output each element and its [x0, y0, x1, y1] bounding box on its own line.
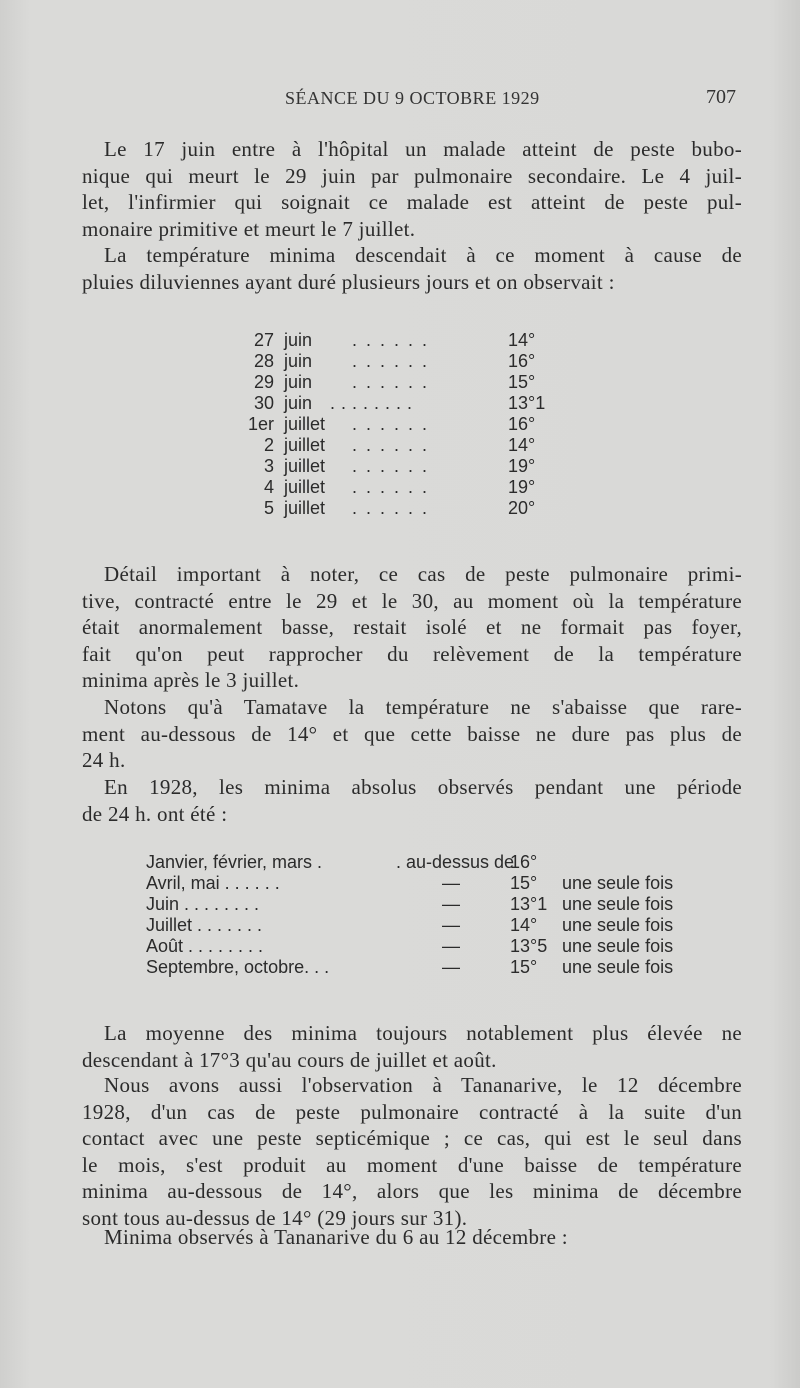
- paragraph-important-detail: [82, 561, 742, 694]
- temperature-cell: 13°1: [510, 894, 548, 914]
- month-cell: juillet: [284, 456, 326, 476]
- text-line: monaire primitive et meurt le 7 juillet.: [82, 216, 416, 241]
- month-cell: juin: [284, 330, 313, 350]
- page-number: 707: [706, 86, 736, 108]
- text-line: minima après le 3 juillet.: [82, 668, 300, 693]
- text-line: Détail important à noter, ce cas de peste pulmonaire primi-: [104, 562, 742, 586]
- leader-dots: ......: [352, 477, 437, 497]
- period-cell: Août . . . . . . . .: [146, 936, 264, 956]
- leader-dots: ......: [352, 498, 437, 518]
- month-cell: juillet: [284, 414, 326, 434]
- leader-dots: ......: [352, 456, 437, 476]
- temperature-cell: 14°: [508, 330, 536, 350]
- temperature-cell: 20°: [508, 498, 536, 518]
- note-cell: une seule fois: [562, 915, 674, 935]
- temperature-cell: 19°: [508, 477, 536, 497]
- page-header: [0, 86, 800, 114]
- text-line: le mois, s'est produit au moment d'une baisse de température: [82, 1152, 742, 1177]
- table-row: [244, 477, 604, 498]
- table-row: [146, 936, 706, 957]
- table-row: [244, 372, 604, 393]
- period-cell: Avril, mai . . . . . .: [146, 873, 280, 893]
- text-line: pluies diluviennes ayant duré plusieurs jours et on observait :: [82, 269, 615, 294]
- table-row: [244, 351, 604, 372]
- text-line: descendant à 17°3 qu'au cours de juillet et août.: [82, 1047, 497, 1072]
- qualifier-cell: —: [442, 894, 460, 914]
- temperature-cell: 14°: [510, 915, 538, 935]
- note-cell: une seule fois: [562, 873, 674, 893]
- month-cell: juillet: [284, 498, 326, 518]
- qualifier-cell: —: [442, 936, 460, 956]
- day-cell: 2: [263, 435, 274, 455]
- day-cell: 27: [253, 330, 274, 350]
- period-cell: Janvier, février, mars .: [146, 852, 323, 872]
- text-line: Notons qu'à Tamatave la température ne s'abaisse que rare-: [104, 695, 742, 719]
- text-line: de 24 h. ont été :: [82, 801, 228, 826]
- table-row: [244, 435, 604, 456]
- text-line: let, l'infirmier qui soignait ce malade est atteint de peste pul-: [82, 190, 742, 215]
- text-line: minima au-dessous de 14°, alors que les minima de décembre: [82, 1179, 742, 1204]
- qualifier-cell: . au-dessus de: [396, 852, 515, 872]
- text-line: nique qui meurt le 29 juin par pulmonaire secondaire. Le 4 juil-: [82, 163, 742, 188]
- day-cell: 4: [263, 477, 274, 497]
- leader-dots: ......: [352, 351, 437, 371]
- temperature-cell: 16°: [510, 852, 538, 872]
- note-cell: une seule fois: [562, 894, 674, 914]
- month-cell: juin: [284, 372, 313, 392]
- qualifier-cell: —: [442, 957, 460, 977]
- text-line: contact avec une peste septicémique ; ce cas, qui est le seul dans: [82, 1126, 742, 1151]
- temperature-table-june-july: [244, 330, 604, 519]
- table-row: [146, 894, 706, 915]
- text-line: ment au-dessous de 14° et que cette baisse ne dure pas plus de: [82, 721, 742, 746]
- day-cell: 1er: [247, 414, 274, 434]
- paragraph-average-minima: [82, 1020, 742, 1073]
- table-row: [244, 498, 604, 519]
- table-row: [244, 330, 604, 351]
- month-cell: juin: [284, 393, 313, 413]
- table-row: [244, 393, 604, 414]
- period-cell: Septembre, octobre. . .: [146, 957, 330, 977]
- text-line: La température minima descendait à ce moment à cause de: [104, 243, 742, 267]
- leader-dots: ........: [330, 393, 419, 413]
- table-row: [146, 957, 706, 978]
- table-row: [146, 852, 706, 873]
- table-row: [146, 873, 706, 894]
- temperature-cell: 15°: [510, 957, 538, 977]
- leader-dots: ......: [352, 372, 437, 392]
- text-line: fait qu'on peut rapprocher du relèvement de la température: [82, 641, 742, 666]
- minima-table-1928: [146, 852, 706, 978]
- day-cell: 29: [253, 372, 274, 392]
- paragraph-tananarive: [82, 1072, 742, 1232]
- temperature-cell: 15°: [508, 372, 536, 392]
- temperature-cell: 16°: [508, 351, 536, 371]
- text-line: sont tous au-dessus de 14° (29 jours sur 31).: [82, 1205, 468, 1230]
- text-line: Minima observés à Tananarive du 6 au 12 décembre :: [104, 1225, 568, 1249]
- month-cell: juillet: [284, 477, 326, 497]
- text-line: tive, contracté entre le 29 et le 30, au moment où la température: [82, 588, 742, 613]
- text-line: La moyenne des minima toujours notablement plus élevée ne: [104, 1021, 742, 1045]
- day-cell: 28: [253, 351, 274, 371]
- qualifier-cell: —: [442, 915, 460, 935]
- day-cell: 5: [263, 498, 274, 518]
- paragraph-tamatave: [82, 694, 742, 774]
- text-line: Nous avons aussi l'observation à Tananarive, le 12 décembre: [104, 1073, 742, 1097]
- leader-dots: ......: [352, 330, 437, 350]
- temperature-cell: 19°: [508, 456, 536, 476]
- leader-dots: ......: [352, 414, 437, 434]
- running-head: SÉANCE DU 9 OCTOBRE 1929: [285, 88, 540, 108]
- temperature-cell: 13°1: [508, 393, 546, 413]
- qualifier-cell: —: [442, 873, 460, 893]
- month-cell: juin: [284, 351, 313, 371]
- text-line: 24 h.: [82, 748, 126, 773]
- month-cell: juillet: [284, 435, 326, 455]
- leader-dots: ......: [352, 435, 437, 455]
- temperature-cell: 15°: [510, 873, 538, 893]
- temperature-cell: 16°: [508, 414, 536, 434]
- paragraph-temperature-intro: [82, 242, 742, 295]
- table-row: [244, 456, 604, 477]
- paragraph-tananarive-minima-intro: [82, 1224, 742, 1251]
- note-cell: une seule fois: [562, 957, 674, 977]
- period-cell: Juin . . . . . . . .: [146, 894, 260, 914]
- temperature-cell: 13°5: [510, 936, 548, 956]
- table-row: [146, 915, 706, 936]
- text-line: En 1928, les minima absolus observés pendant une période: [104, 775, 742, 799]
- day-cell: 3: [263, 456, 274, 476]
- period-cell: Juillet . . . . . . .: [146, 915, 263, 935]
- paragraph-1928-intro: [82, 774, 742, 827]
- paragraph-case-description: [82, 136, 742, 242]
- day-cell: 30: [253, 393, 274, 413]
- text-line: était anormalement basse, restait isolé et ne formait pas foyer,: [82, 615, 742, 640]
- temperature-cell: 14°: [508, 435, 536, 455]
- note-cell: une seule fois: [562, 936, 674, 956]
- table-row: [244, 414, 604, 435]
- text-line: Le 17 juin entre à l'hôpital un malade atteint de peste bubo-: [104, 137, 742, 161]
- text-line: 1928, d'un cas de peste pulmonaire contracté à la suite d'un: [82, 1099, 742, 1124]
